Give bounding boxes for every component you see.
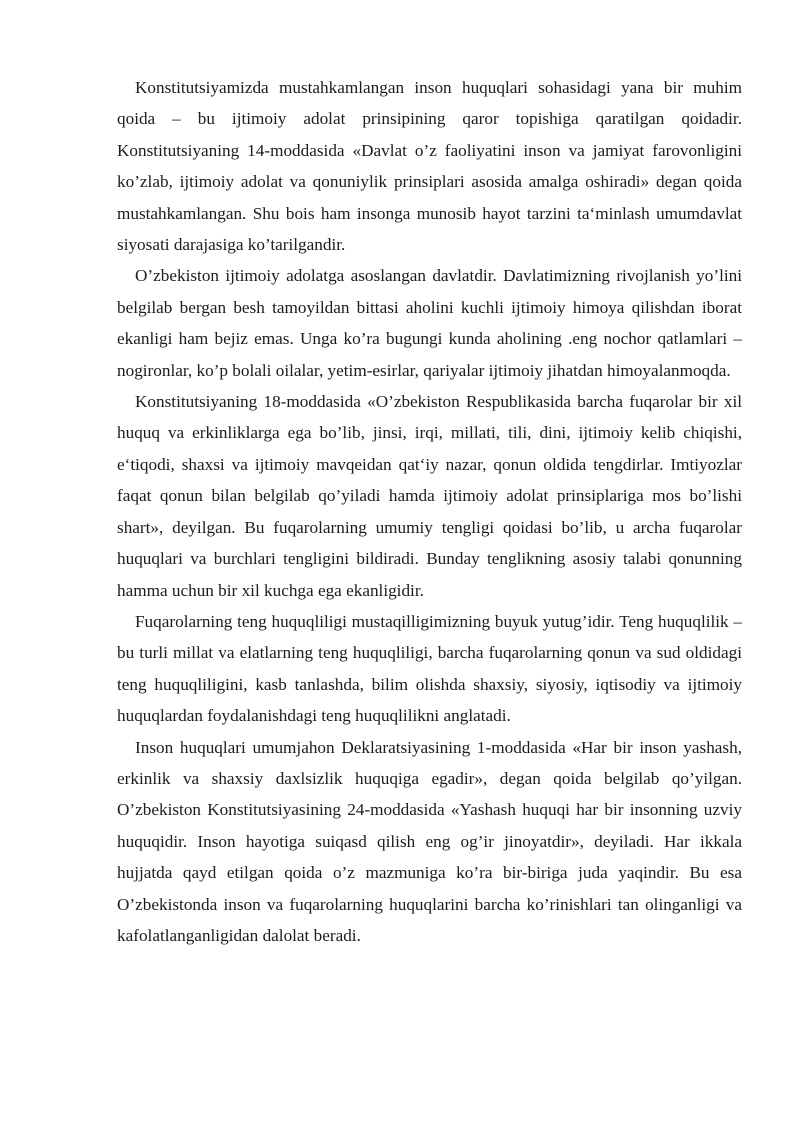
paragraph-article-18: Konstitutsiyaning 18-moddasida «O’zbekiston Respublikasida barcha fuqarolar bir xil huquq va erkinliklarga ega bo’lib, jinsi, irqi, millati, tili, dini, ijtimoiy kelib chiqishi, e‘tiqodi, shaxsi va ijtimoiy mavqeidan qat‘iy nazar, qonun oldida tengdirlar. Imtiyozlar faqat qonun bilan belgilab qo’yiladi hamda ijtimoiy adolat prinsiplariga mos bo’lishi shart», deyilgan. Bu fuqarolarning umumiy tengligi qoidasi bo’lib, u archa fuqarolar huquqlari va burchlari tengligini bildiradi. Bunday tenglikning asosiy talabi qonunning hamma uchun bir xil kuchga ega ekanligidir. xyxy=(117,392,742,600)
paragraph-right-to-life: Inson huquqlari umumjahon Deklaratsiyasining 1-moddasida «Har bir inson yashash, erkinlik va shaxsiy daxlsizlik huquqiga egadir», degan qoida belgilab qo’yilgan. O’zbekiston Konstitutsiyasining 24-moddasida «Yashash huquqi har bir insonning uzviy huquqidir. Inson hayotiga suiqasd qilish eng og’ir jinoyatdir», deyiladi. Har ikkala hujjatda qayd etilgan qoida o’z mazmuniga ko’ra bir-biriga juda yaqindir. Bu esa O’zbekistonda inson va fuqarolarning huquqlarini barcha ko’rinishlari tan olinganligi va kafolatlanganligidan dalolat beradi. xyxy=(117,737,742,945)
paragraph-social-state: O’zbekiston ijtimoiy adolatga asoslangan davlatdir. Davlatimizning rivojlanish yo’lini belgilab bergan besh tamoyildan bittasi aholini kuchli ijtimoiy himoya qilishdan iborat ekanligi ham bejiz emas. Unga ko’ra bugungi kunda aholining .eng nochor qatlamlari – nogironlar, ko’p bolali oilalar, yetim-esirlar, qariyalar ijtimoiy jihatdan himoyalanmoqda. xyxy=(117,266,742,380)
paragraph-equal-rights: Fuqarolarning teng huquqliligi mustaqilligimizning buyuk yutug’idir. Teng huquqlilik – bu turli millat va elatlarning teng huquqliligi, barcha fuqarolarning qonun va sud oldidagi teng huquqliligini, kasb tanlashda, bilim olishda shaxsiy, siyosiy, iqtisodiy va ijtimoiy huquqlardan foydalanishdagi teng huquqlilikni anglatadi. xyxy=(117,611,742,726)
document-page xyxy=(117,72,742,951)
paragraph-social-justice: Konstitutsiyamizda mustahkamlangan inson huquqlari sohasidagi yana bir muhim qoida – bu ijtimoiy adolat prinsipining qaror topishiga qaratilgan qoidadir. Konstitutsiyaning 14-moddasida «Davlat o’z faoliyatini inson va jamiyat farovonligini ko’zlab, ijtimoiy adolat va qonuniylik prinsiplari asosida amalga oshiradi» degan qoida mustahkamlangan. Shu bois ham insonga munosib hayot tarzini ta‘minlash umumdavlat siyosati darajasiga ko’tarilgandir. xyxy=(117,78,742,255)
